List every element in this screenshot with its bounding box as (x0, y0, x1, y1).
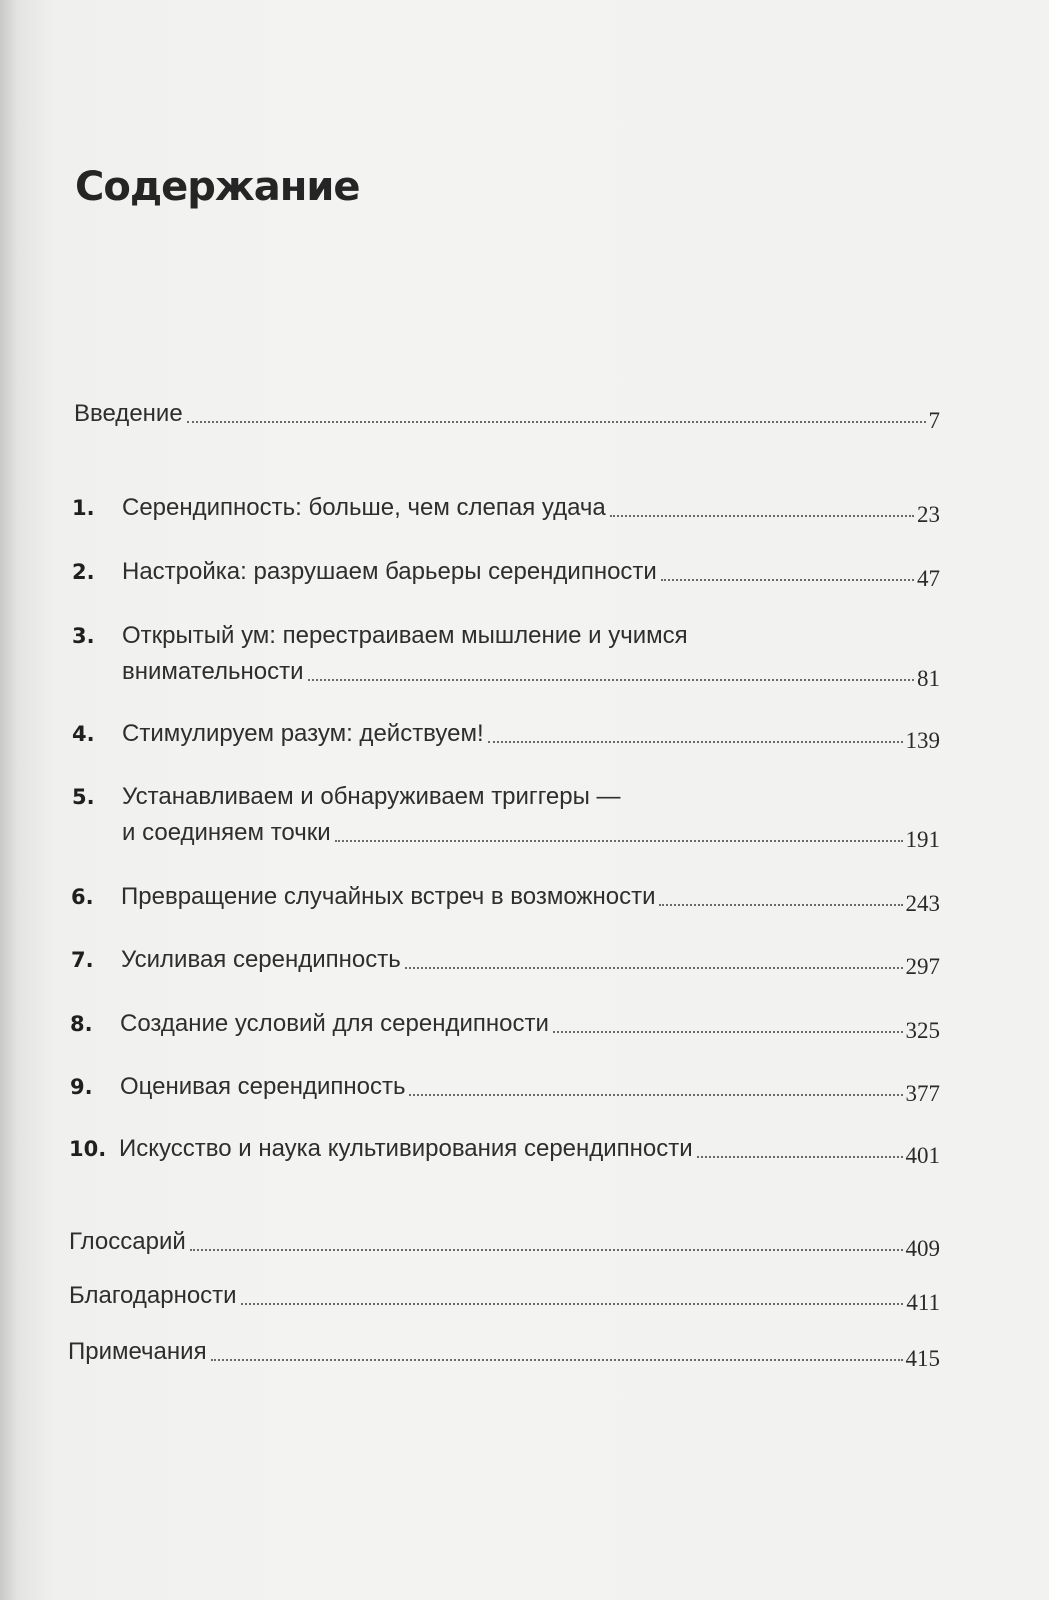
toc-page-number: 23 (917, 502, 940, 527)
toc-entry-title: Настройка: разрушаем барьеры серендипности (122, 558, 657, 585)
dot-leader (409, 1094, 902, 1096)
toc-page-number: 377 (905, 1081, 940, 1106)
toc-page-number: 243 (905, 891, 940, 916)
toc-page-number: 411 (906, 1290, 940, 1315)
toc-page-number: 47 (917, 566, 940, 591)
toc-entry-chapter-3 (72, 618, 940, 690)
toc-entry-title: Превращение случайных встреч в возможности (121, 883, 656, 910)
toc-entry-chapter-1 (72, 490, 940, 526)
toc-entry-title-line2: внимательности (122, 658, 304, 685)
chapter-number: 1. (72, 496, 95, 520)
chapter-number: 3. (72, 624, 95, 648)
toc-entry-title: Серендипность: больше, чем слепая удача (122, 494, 606, 521)
toc-entry-acknowledgements (69, 1278, 940, 1314)
toc-entry-chapter-8 (70, 1006, 940, 1042)
toc-entry-title-line2: и соединяем точки (122, 819, 331, 846)
toc-entry-intro (74, 396, 940, 432)
dot-leader (610, 515, 914, 517)
toc-page-number: 409 (905, 1236, 940, 1261)
toc-entry-chapter-10 (69, 1131, 940, 1167)
dot-leader (553, 1031, 903, 1033)
toc-page-number: 7 (928, 408, 940, 433)
toc-page-number: 401 (905, 1143, 940, 1168)
toc-entry-title-line1: Устанавливаем и обнаруживаем триггеры — (122, 783, 621, 810)
toc-entry-notes (68, 1334, 940, 1370)
chapter-number: 8. (70, 1012, 93, 1036)
chapter-number: 5. (72, 785, 95, 809)
toc-entry-title: Введение (74, 400, 183, 427)
toc-entry-title: Благодарности (69, 1282, 237, 1309)
dot-leader (308, 679, 914, 681)
chapter-number: 2. (72, 560, 95, 584)
toc-entry-chapter-9 (70, 1069, 940, 1105)
dot-leader (335, 840, 903, 842)
toc-entry-title-line1: Открытый ум: перестраиваем мышление и учимся (122, 622, 688, 649)
dot-leader (241, 1303, 904, 1305)
dot-leader (697, 1156, 903, 1158)
toc-entry-chapter-4 (72, 716, 940, 752)
toc-entry-chapter-5 (72, 779, 940, 851)
toc-entry-title: Оценивая серендипность (120, 1073, 406, 1100)
chapter-number: 9. (70, 1075, 93, 1099)
toc-entry-title: Стимулируем разум: действуем! (122, 720, 484, 747)
chapter-number: 10. (69, 1137, 107, 1161)
page-title: Содержание (75, 164, 360, 210)
toc-entry-title: Создание условий для серендипности (120, 1010, 549, 1037)
toc-entry-title: Усиливая серендипность (121, 946, 401, 973)
toc-page-number: 81 (917, 666, 940, 691)
toc-page-number: 297 (905, 954, 940, 979)
toc-entry-chapter-2 (72, 554, 940, 590)
dot-leader (659, 904, 902, 906)
dot-leader (211, 1359, 903, 1361)
dot-leader (661, 579, 914, 581)
dot-leader (187, 421, 926, 423)
toc-entry-title: Глоссарий (69, 1228, 186, 1255)
toc-page-number: 415 (905, 1346, 940, 1371)
toc-page-number: 325 (905, 1018, 940, 1043)
dot-leader (190, 1249, 903, 1251)
toc-entry-chapter-6 (71, 879, 940, 915)
toc-page-number: 191 (905, 827, 940, 852)
chapter-number: 4. (72, 722, 95, 746)
toc-entry-title: Искусство и наука культивирования серендипности (119, 1135, 693, 1162)
dot-leader (488, 741, 903, 743)
toc-entry-title: Примечания (68, 1338, 207, 1365)
toc-page-number: 139 (905, 728, 940, 753)
chapter-number: 6. (71, 885, 94, 909)
chapter-number: 7. (71, 948, 94, 972)
toc-entry-chapter-7 (71, 942, 940, 978)
toc-entry-glossary (69, 1224, 940, 1260)
dot-leader (405, 967, 903, 969)
